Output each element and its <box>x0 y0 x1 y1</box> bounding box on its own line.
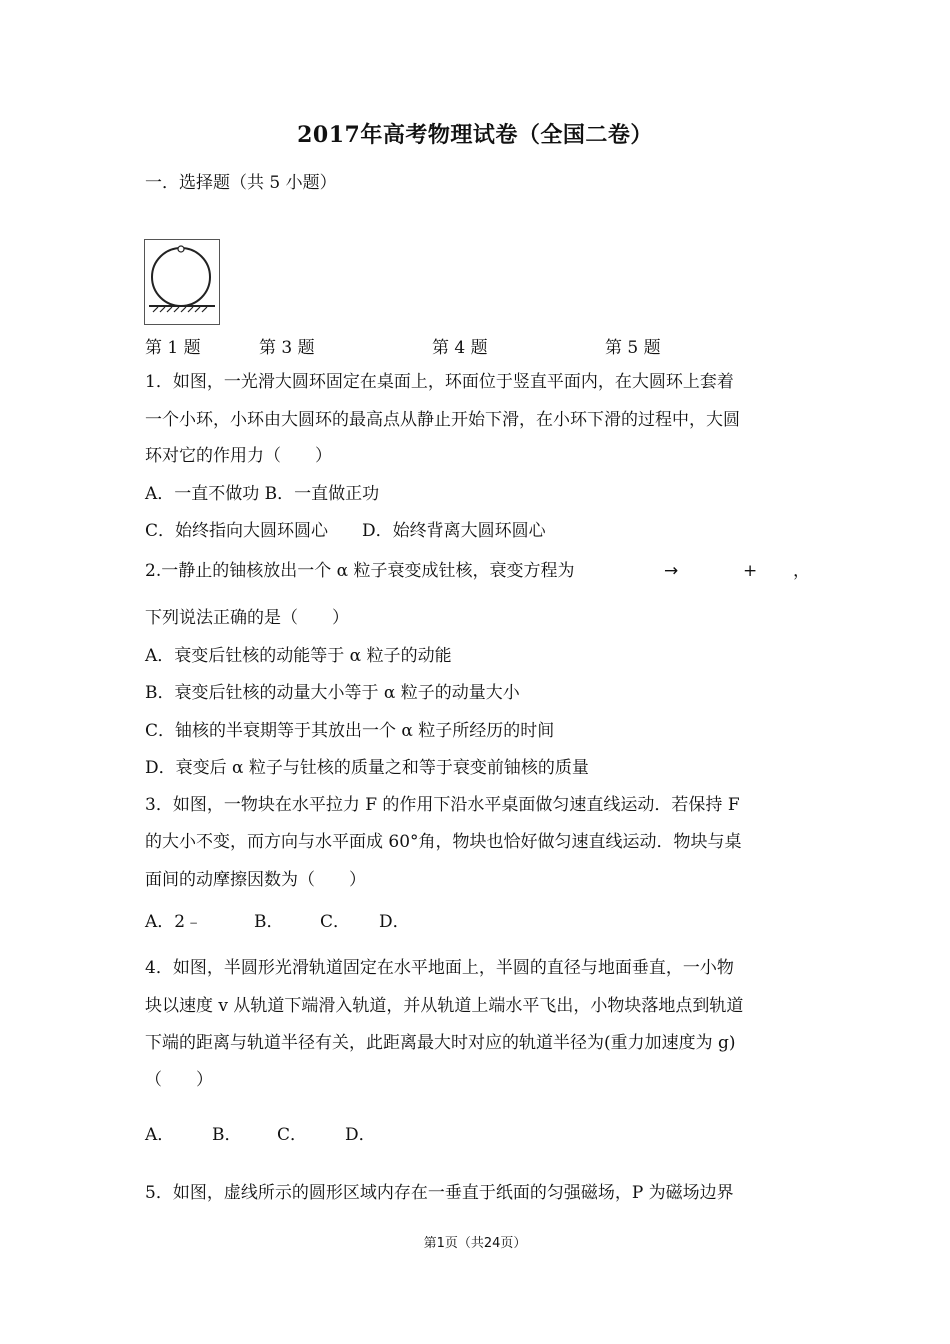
figure-label-q4: 第 4 题 <box>432 338 488 358</box>
question-1-option: C．始终指向大圆环圆心 D．始终背离大圆环圆心 <box>145 521 546 541</box>
section-heading: 一．选择题（共 5 小题） <box>145 173 337 193</box>
question-4-line: 4．如图，半圆形光滑轨道固定在水平地面上，半圆的直径与地面垂直，一小物 <box>145 958 734 978</box>
question-4-line: 块以速度 v 从轨道下端滑入轨道，并从轨道上端水平飞出，小物块落地点到轨道 <box>145 996 744 1016</box>
question-3-option: C． <box>320 912 351 932</box>
question-2-option: D．衰变后 α 粒子与钍核的质量之和等于衰变前铀核的质量 <box>145 758 589 778</box>
question-1-line: 一个小环，小环由大圆环的最高点从静止开始下滑，在小环下滑的过程中，大圆 <box>145 410 740 430</box>
figure-label-q1: 第 1 题 <box>145 338 201 358</box>
question-1-figure <box>144 239 220 325</box>
question-5-line: 5．如图，虚线所示的圆形区域内存在一垂直于纸面的匀强磁场，P 为磁场边界 <box>145 1183 734 1203</box>
ring-on-table-diagram <box>145 240 219 324</box>
question-1-option: A．一直不做功 B．一直做正功 <box>145 484 380 504</box>
figure-label-q5: 第 5 题 <box>605 338 661 358</box>
question-4-line: 下端的距离与轨道半径有关，此距离最大时对应的轨道半径为(重力加速度为 g) <box>145 1033 736 1053</box>
page-footer: 第1页（共24页） <box>423 1236 527 1251</box>
figure-label-q3: 第 3 题 <box>259 338 315 358</box>
decay-plus-sign: + <box>743 561 758 581</box>
question-2-option: A．衰变后钍核的动能等于 α 粒子的动能 <box>145 646 452 666</box>
question-3-option: A．2﹣ <box>145 912 203 932</box>
question-4-option: C． <box>277 1125 308 1145</box>
question-4-option: D． <box>345 1125 376 1145</box>
question-1-line: 1．如图，一光滑大圆环固定在桌面上，环面位于竖直平面内，在大圆环上套着 <box>145 372 734 392</box>
question-2-option: B．衰变后钍核的动量大小等于 α 粒子的动量大小 <box>145 683 520 703</box>
decay-arrow: → <box>664 561 679 581</box>
question-3-line: 3．如图，一物块在水平拉力 F 的作用下沿水平桌面做匀速直线运动．若保持 F <box>145 795 740 815</box>
question-3-line: 面间的动摩擦因数为（ ） <box>145 870 366 890</box>
question-3-line: 的大小不变，而方向与水平面成 60°角，物块也恰好做匀速直线运动．物块与桌 <box>145 832 742 852</box>
question-3-option: B． <box>254 912 284 932</box>
question-2-option: C．铀核的半衰期等于其放出一个 α 粒子所经历的时间 <box>145 721 555 741</box>
question-2-line: 2.一静止的铀核放出一个 α 粒子衰变成钍核，衰变方程为 <box>145 561 575 581</box>
equation-comma: ， <box>793 561 810 581</box>
question-1-line: 环对它的作用力（ ） <box>145 446 332 466</box>
question-4-line: （ ） <box>145 1070 213 1090</box>
question-2-line: 下列说法正确的是（ ） <box>145 608 349 628</box>
question-3-option: D． <box>379 912 410 932</box>
page-title: 2017年高考物理试卷（全国二卷） <box>297 122 653 148</box>
question-4-option: A． <box>145 1125 175 1145</box>
question-4-option: B． <box>212 1125 242 1145</box>
